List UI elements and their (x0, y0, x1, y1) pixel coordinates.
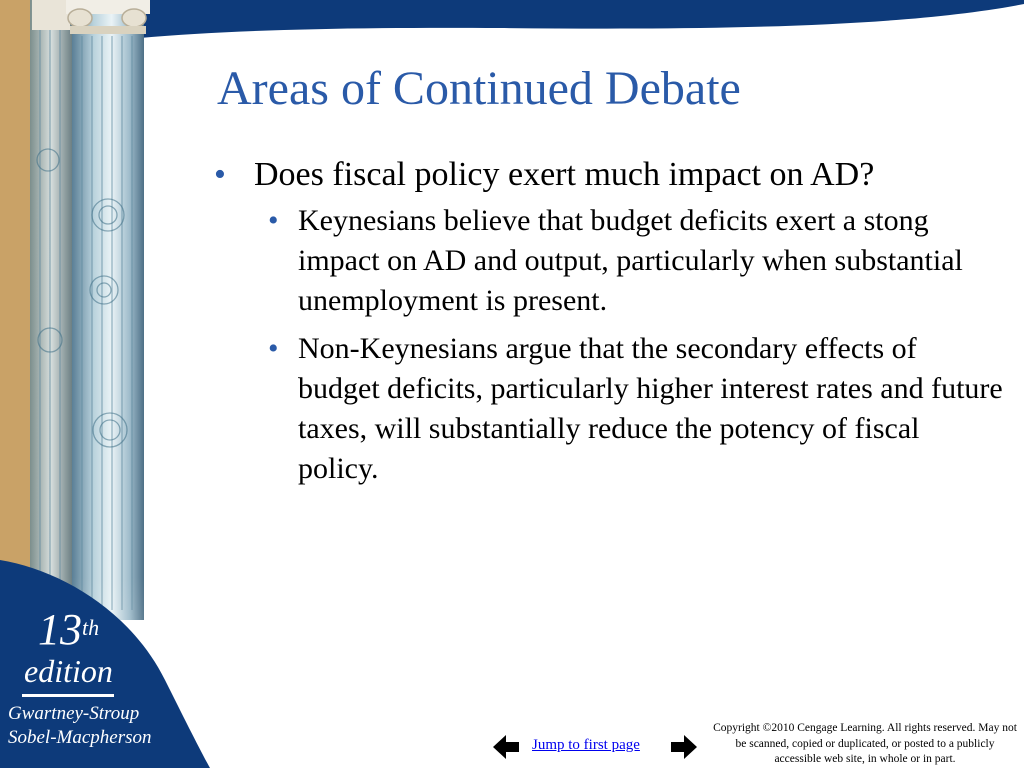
bullet-marker: • (268, 332, 279, 365)
sub-bullet-item (214, 201, 1004, 321)
bullet-text: Does fiscal policy exert much impact on AD? (254, 156, 875, 193)
author-line: Sobel-Macpherson (8, 727, 152, 748)
arrow-right-icon[interactable] (670, 733, 698, 761)
bullet-marker: • (268, 204, 279, 237)
arrow-left-icon[interactable] (492, 733, 520, 761)
sub-bullet-item (214, 329, 1004, 489)
slide-title: Areas of Continued Debate (217, 62, 741, 115)
edition-word: edition (24, 653, 113, 689)
author-line: Gwartney-Stroup (8, 703, 140, 724)
slide-content (214, 155, 1004, 497)
jump-to-first-page-link[interactable]: Jump to first page (532, 737, 640, 753)
edition-suffix: th (82, 615, 100, 640)
sub-bullet-text: Non-Keynesians argue that the secondary effects of budget deficits, particularly higher interest rates and future taxes, will substantially reduce the potency of fiscal policy. (298, 332, 1003, 485)
copyright-notice: Copyright ©2010 Cengage Learning. All rights reserved. May not be scanned, copied or duplicated, or posted to a publicly accessible web site, in whole or in part. (713, 722, 1017, 765)
authors (8, 702, 188, 750)
sub-bullet-text: Keynesians believe that budget deficits exert a stong impact on AD and output, particularly when substantial unemployment is present. (298, 204, 963, 317)
bullet-marker: • (214, 156, 226, 193)
edition-divider (22, 694, 114, 697)
edition-number: 13th (38, 605, 100, 654)
bullet-item (214, 155, 1004, 195)
sub-bullet-list (214, 201, 1004, 489)
